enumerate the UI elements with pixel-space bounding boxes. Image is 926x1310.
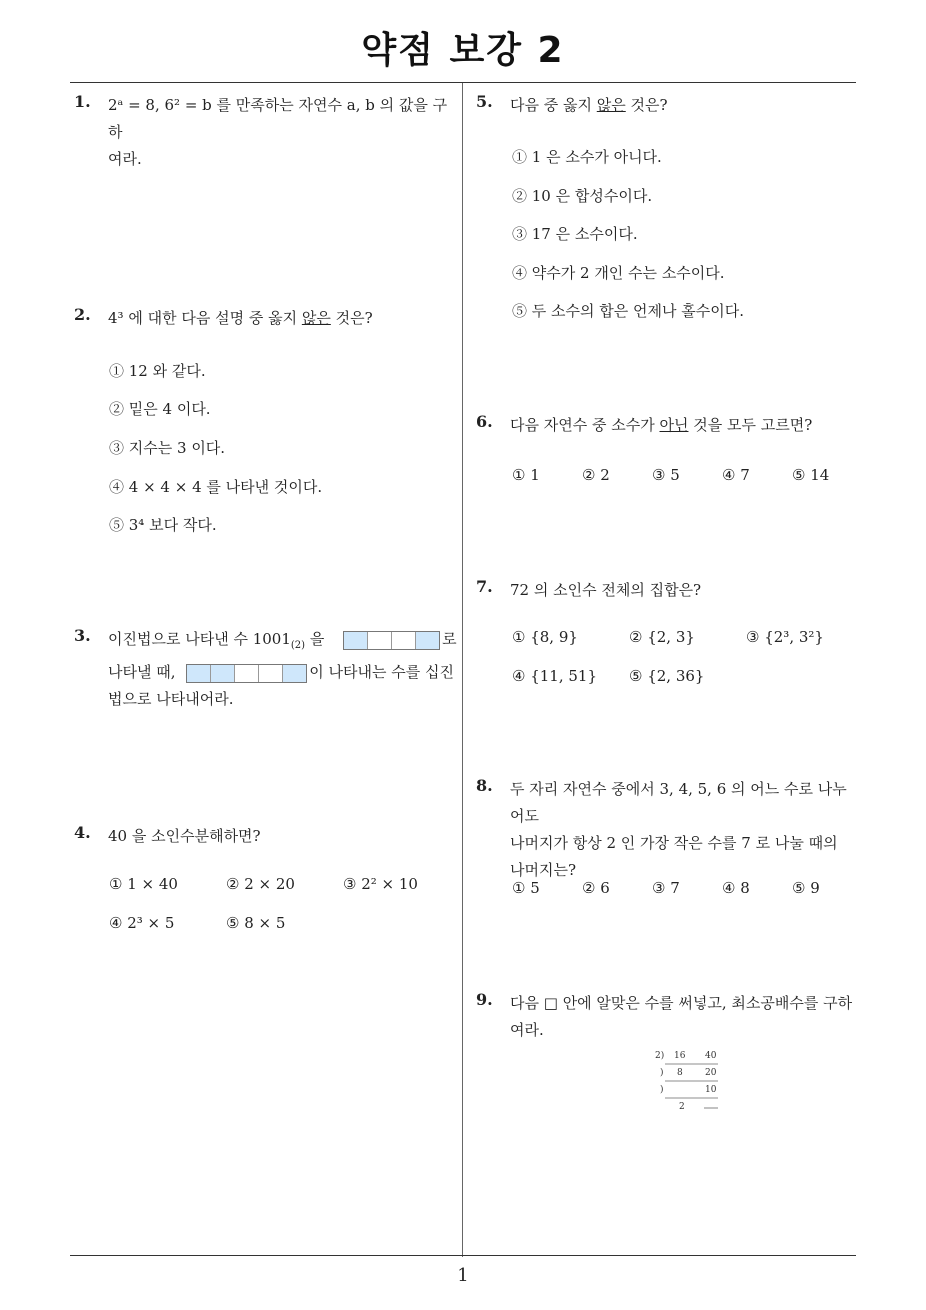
text: 것을 모두 고르면? <box>688 416 813 434</box>
option[interactable]: ② 2 <box>582 466 610 484</box>
figure-number: 2 <box>679 1102 685 1112</box>
divisor-blank[interactable]: ) <box>660 1085 664 1095</box>
divisor-blank[interactable]: ) <box>660 1068 664 1078</box>
option[interactable]: ④ {11, 51} <box>512 667 598 685</box>
figure-number: 8 <box>677 1068 683 1078</box>
text-line: 나머지가 항상 2 인 가장 작은 수를 7 로 나눌 때의 <box>510 834 838 852</box>
option[interactable]: ③ 17 은 소수이다. <box>512 225 638 243</box>
text: 로 <box>442 630 457 648</box>
option[interactable]: ⑤ 14 <box>792 466 830 484</box>
underlined-text: 않은 <box>596 96 626 114</box>
question-number: 5. <box>476 92 493 111</box>
question-number: 4. <box>74 823 91 842</box>
top-rule <box>70 82 856 83</box>
digit-boxes[interactable] <box>343 631 440 650</box>
digit-box[interactable] <box>392 632 416 649</box>
option[interactable]: ⑤ 두 소수의 합은 언제나 홀수이다. <box>512 302 744 320</box>
digit-boxes[interactable] <box>186 664 307 683</box>
divisor: 2) <box>655 1051 665 1061</box>
bottom-rule <box>70 1255 856 1256</box>
text: 이진법으로 나타낸 수 1001 <box>108 630 291 648</box>
text: 을 <box>305 630 325 648</box>
option[interactable]: ⑤ 3⁴ 보다 작다. <box>109 516 217 534</box>
option[interactable]: ④ 약수가 2 개인 수는 소수이다. <box>512 264 725 282</box>
digit-box[interactable] <box>344 632 368 649</box>
option[interactable]: ④ 7 <box>722 466 750 484</box>
question-number: 9. <box>476 990 493 1009</box>
option[interactable]: ③ 2² × 10 <box>343 875 418 893</box>
question-number: 2. <box>74 305 91 324</box>
page-number: 1 <box>457 1265 469 1286</box>
option[interactable]: ② 10 은 합성수이다. <box>512 187 653 205</box>
question-number: 3. <box>74 626 91 645</box>
question-text: 40 을 소인수분해하면? <box>108 827 261 845</box>
text: 것은? <box>625 96 668 114</box>
text-line: 여라. <box>510 1021 544 1039</box>
figure-number: 40 <box>705 1051 717 1061</box>
question-text: 72 의 소인수 전체의 집합은? <box>510 581 702 599</box>
underlined-text: 아닌 <box>659 416 689 434</box>
question-text <box>108 305 373 332</box>
division-ladder-figure <box>652 1050 722 1120</box>
figure-number: 20 <box>705 1068 717 1078</box>
text-line: 2ᵃ = 8, 6² = b 를 만족하는 자연수 a, b 의 값을 구하 <box>108 96 448 141</box>
question-number: 6. <box>476 412 493 431</box>
option[interactable]: ① 1 × 40 <box>109 875 178 893</box>
digit-box[interactable] <box>211 665 235 682</box>
option[interactable]: ① 5 <box>512 879 540 897</box>
text: 다음 중 옳지 <box>510 96 597 114</box>
digit-box[interactable] <box>368 632 392 649</box>
text-line: 법으로 나타내어라. <box>108 690 234 708</box>
digit-box[interactable] <box>187 665 211 682</box>
question-text <box>510 776 860 884</box>
question-number: 1. <box>74 92 91 111</box>
option[interactable]: ① 1 은 소수가 아니다. <box>512 148 662 166</box>
option[interactable]: ② 2 × 20 <box>226 875 295 893</box>
option[interactable]: ③ 5 <box>652 466 680 484</box>
question-text <box>108 92 458 173</box>
option[interactable]: ② 6 <box>582 879 610 897</box>
option[interactable]: ② {2, 3} <box>629 628 695 646</box>
digit-box[interactable] <box>235 665 259 682</box>
option[interactable]: ② 밑은 4 이다. <box>109 400 211 418</box>
option[interactable]: ④ 8 <box>722 879 750 897</box>
text-line <box>108 626 460 659</box>
figure-number: 10 <box>705 1085 717 1095</box>
option[interactable]: ⑤ 8 × 5 <box>226 914 286 932</box>
option[interactable]: ④ 2³ × 5 <box>109 914 175 932</box>
column-divider <box>462 83 463 1257</box>
text-line: 다음 □ 안에 알맞은 수를 써넣고, 최소공배수를 구하 <box>510 994 853 1012</box>
digit-box[interactable] <box>283 665 306 682</box>
text: 다음 자연수 중 소수가 <box>510 416 660 434</box>
text: 것은? <box>330 309 373 327</box>
option[interactable]: ⑤ 9 <box>792 879 820 897</box>
question-text <box>108 626 460 713</box>
option[interactable]: ① 1 <box>512 466 540 484</box>
option[interactable]: ④ 4 × 4 × 4 를 나타낸 것이다. <box>109 478 323 496</box>
question-text <box>510 92 668 119</box>
option[interactable]: ⑤ {2, 36} <box>629 667 705 685</box>
option[interactable]: ① {8, 9} <box>512 628 578 646</box>
text: 이 나타내는 수를 십진 <box>309 663 454 681</box>
figure-number: 16 <box>674 1051 686 1061</box>
subscript: (2) <box>290 640 306 651</box>
underlined-text: 않은 <box>301 309 331 327</box>
digit-box[interactable] <box>259 665 283 682</box>
option[interactable]: ③ 지수는 3 이다. <box>109 439 226 457</box>
text: 4³ 에 대한 다음 설명 중 옳지 <box>108 309 302 327</box>
text: 나타낼 때, <box>108 663 176 681</box>
digit-box[interactable] <box>416 632 439 649</box>
page-title: 약점 보강 2 <box>361 30 565 71</box>
question-text <box>510 412 812 439</box>
text-line: 여라. <box>108 150 142 168</box>
question-number: 7. <box>476 577 493 596</box>
option[interactable]: ① 12 와 같다. <box>109 362 206 380</box>
text-line <box>108 659 460 686</box>
text-line: 나머지는? <box>510 861 577 879</box>
option[interactable]: ③ 7 <box>652 879 680 897</box>
question-text <box>510 990 860 1044</box>
question-number: 8. <box>476 776 493 795</box>
text-line: 두 자리 자연수 중에서 3, 4, 5, 6 의 어느 수로 나누어도 <box>510 780 847 825</box>
option[interactable]: ③ {2³, 3²} <box>746 628 824 646</box>
